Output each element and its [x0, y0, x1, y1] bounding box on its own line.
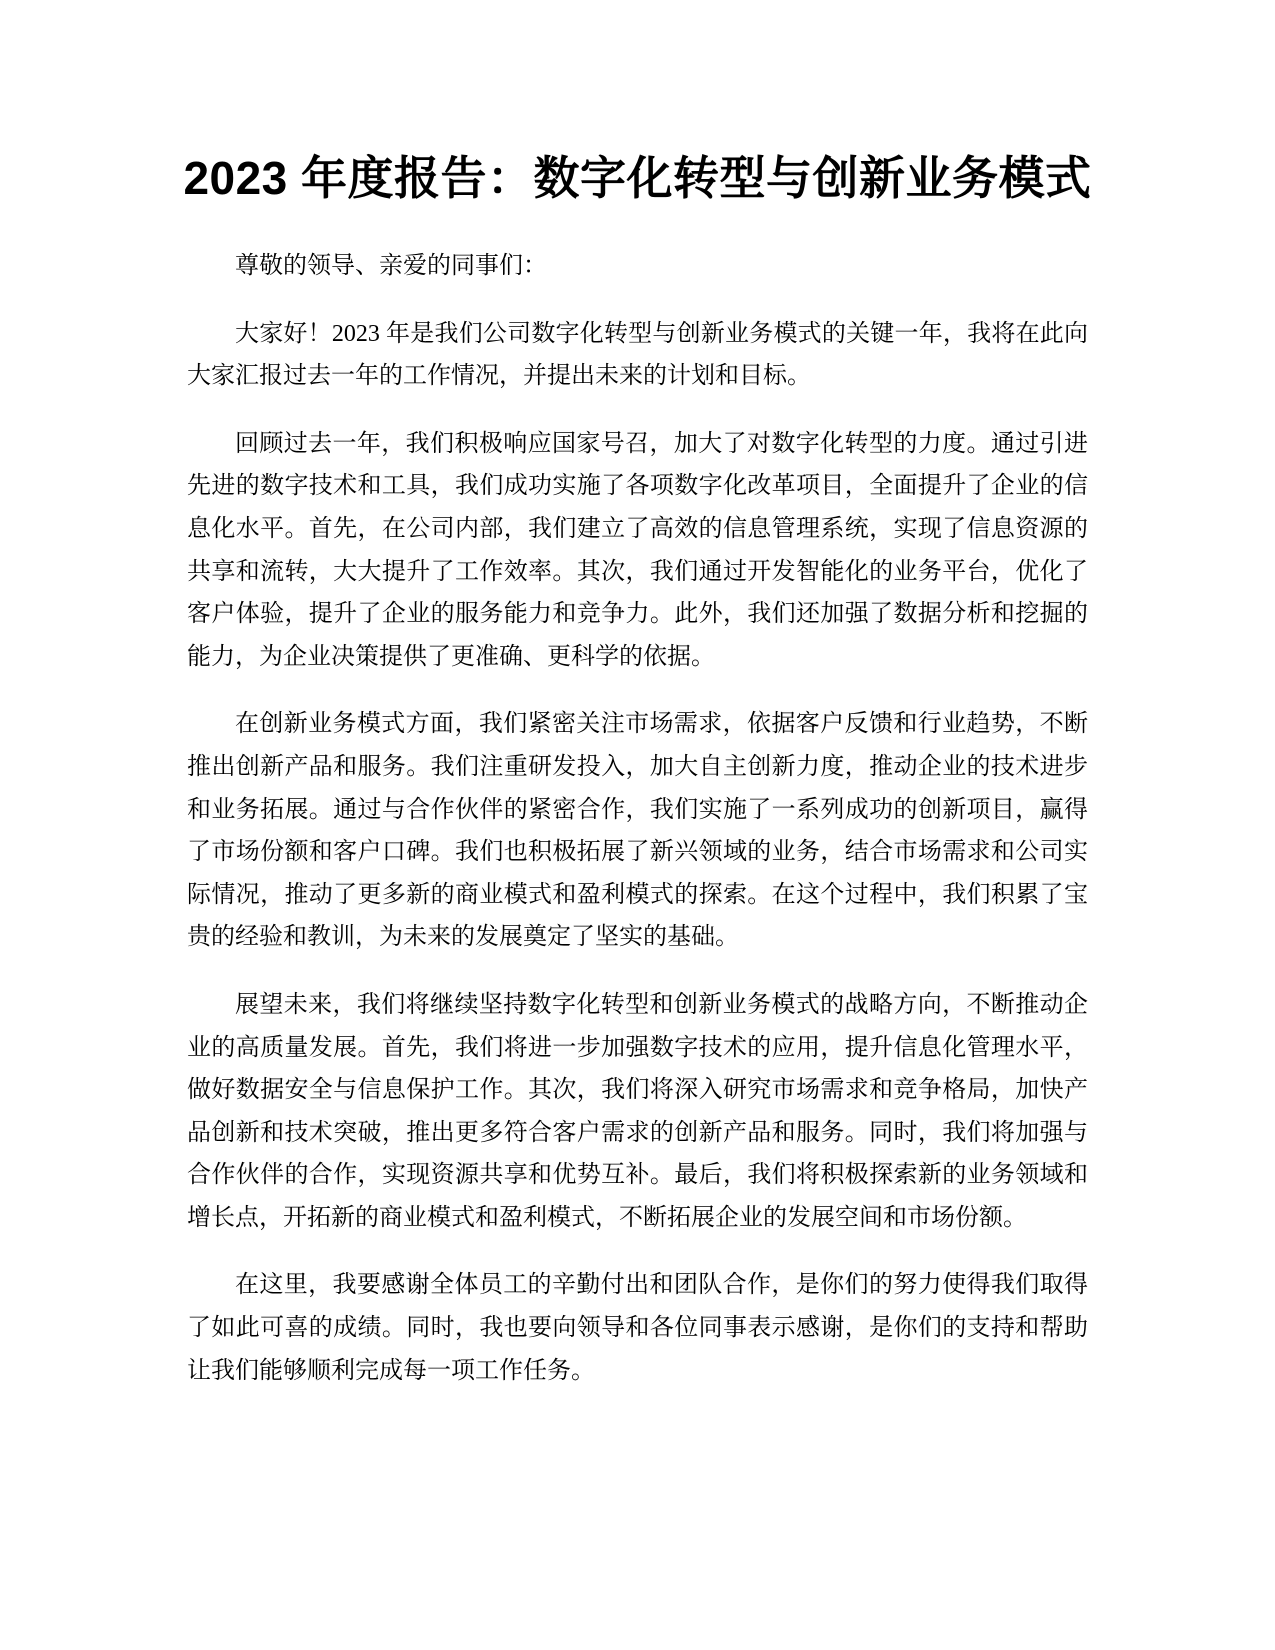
- paragraph-greeting: 大家好！2023 年是我们公司数字化转型与创新业务模式的关键一年，我将在此向大家汇报过去一年的工作情况，并提出未来的计划和目标。: [187, 320, 1088, 390]
- document-title: 2023 年度报告：数字化转型与创新业务模式: [183, 152, 1092, 204]
- paragraph-innovation: 在创新业务模式方面，我们紧密关注市场需求，依据客户反馈和行业趋势，不断推出创新产品和服务。我们注重研发投入，加大自主创新力度，推动企业的技术进步和业务拓展。通过与合作伙伴的紧密合作，我们实施了一系列成功的创新项目，赢得了市场份额和客户口碑。我们也积极拓展了新兴领域的业务，结合市场需求和公司实际情况，推动了更多新的商业模式和盈利模式的探索。在这个过程中，我们积累了宝贵的经验和教训，为未来的发展奠定了坚实的基础。: [187, 711, 1088, 951]
- paragraph-review: 回顾过去一年，我们积极响应国家号召，加大了对数字化转型的力度。通过引进先进的数字技术和工具，我们成功实施了各项数字化改革项目，全面提升了企业的信息化水平。首先，在公司内部，我们建立了高效的信息管理系统，实现了信息资源的共享和流转，大大提升了工作效率。其次，我们通过开发智能化的业务平台，优化了客户体验，提升了企业的服务能力和竞争力。此外，我们还加强了数据分析和挖掘的能力，为企业决策提供了更准确、更科学的依据。: [187, 430, 1088, 670]
- paragraph-outlook: 展望未来，我们将继续坚持数字化转型和创新业务模式的战略方向，不断推动企业的高质量发展。首先，我们将进一步加强数字技术的应用，提升信息化管理水平，做好数据安全与信息保护工作。其次，我们将深入研究市场需求和竞争格局，加快产品创新和技术突破，推出更多符合客户需求的创新产品和服务。同时，我们将加强与合作伙伴的合作，实现资源共享和优势互补。最后，我们将积极探索新的业务领域和增长点，开拓新的商业模式和盈利模式，不断拓展企业的发展空间和市场份额。: [187, 991, 1088, 1231]
- document-body: [187, 245, 1088, 1417]
- salutation: 尊敬的领导、亲爱的同事们：: [235, 253, 547, 279]
- paragraph-thanks: 在这里，我要感谢全体员工的辛勤付出和团队合作，是你们的努力使得我们取得了如此可喜的成绩。同时，我也要向领导和各位同事表示感谢，是你们的支持和帮助让我们能够顺利完成每一项工作任务。: [187, 1272, 1088, 1384]
